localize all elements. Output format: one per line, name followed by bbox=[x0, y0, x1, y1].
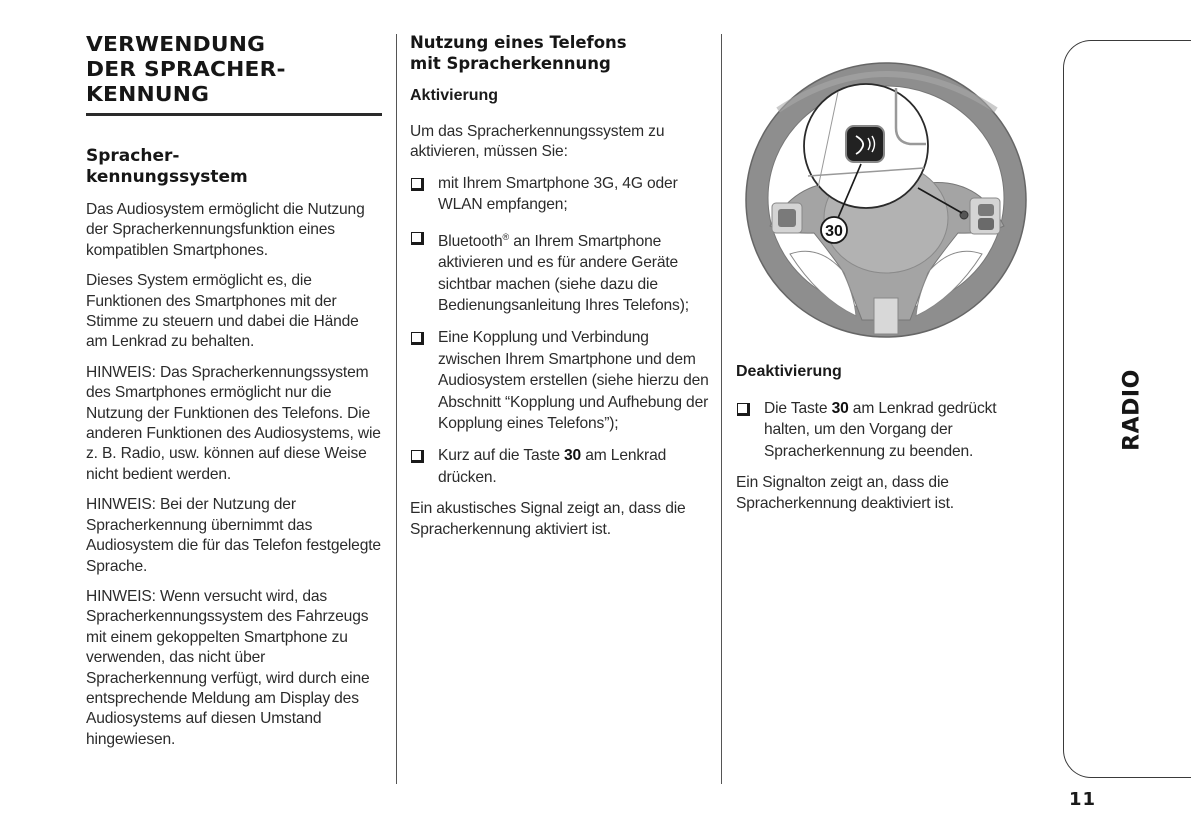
note-paragraph: HINWEIS: Wenn versucht wird, das Spracherkennungssystem des Fahrzeugs mit einem gekoppelten Smartphone zu verwenden, das nicht über Spracherkennung verfügt, wird durch eine entsprechende Meldung am Display des Audiosystems auf diesen Umstand hingewiesen. bbox=[86, 587, 370, 748]
note-paragraph: HINWEIS: Das Spracherkennungssystem des Smartphones ermöglicht nur die Nutzung der Funktionen des Telefons. Die anderen Funktionen des Audiosystems, wie z. B. Radio, usw. können auf diese Weise nicht bedient werden. bbox=[86, 363, 381, 483]
main-title-line: KENNUNG bbox=[86, 82, 210, 106]
list-item bbox=[410, 227, 712, 317]
section-subtitle-line: kennungssystem bbox=[86, 167, 248, 187]
checkbox-bullet-icon bbox=[411, 178, 424, 191]
list-item-text: mit Ihrem Smartphone 3G, 4G oder WLAN empfangen; bbox=[438, 174, 678, 214]
main-title bbox=[86, 32, 402, 107]
chapter-tab-text: RADIO bbox=[1119, 369, 1145, 451]
deactivation-heading: Deaktivierung bbox=[736, 363, 842, 380]
registered-mark: ® bbox=[502, 231, 510, 242]
list-item bbox=[736, 398, 1036, 462]
checkbox-bullet-icon bbox=[411, 332, 424, 345]
column-middle bbox=[410, 32, 712, 550]
section-title bbox=[410, 32, 712, 74]
list-item-text: Kurz auf die Taste bbox=[438, 447, 565, 465]
list-item bbox=[410, 445, 712, 488]
steering-wheel-illustration bbox=[738, 58, 1038, 348]
title-underline bbox=[86, 113, 382, 116]
list-item-text: Bluetooth bbox=[438, 232, 503, 250]
paragraph: Dieses System ermöglicht es, die Funktionen des Smartphones mit der Stimme zu steuern und dabei die Hände am Lenkrad zu behalten. bbox=[86, 272, 359, 351]
checkbox-bullet-icon bbox=[737, 403, 750, 416]
list-item-text: am Lenkrad drücken. bbox=[438, 447, 667, 486]
steering-wheel-icon bbox=[738, 58, 1038, 348]
column-right bbox=[736, 362, 1036, 524]
list-item-text: Eine Kopplung und Verbindung zwischen Ihrem Smartphone und dem Audiosystem erstellen (siehe hierzu den Abschnitt “Kopplung und Aufhebung der Kopplung eines Telefons”); bbox=[438, 329, 709, 433]
main-title-line: VERWENDUNG bbox=[86, 32, 266, 56]
checkbox-bullet-icon bbox=[411, 232, 424, 245]
column-divider bbox=[721, 34, 722, 784]
column-left bbox=[86, 32, 384, 760]
list-item bbox=[410, 173, 712, 216]
list-item-text: an Ihrem Smartphone aktivieren und es für andere Geräte sichtbar machen (siehe dazu die Bedienungsanleitung Ihres Telefons); bbox=[438, 232, 689, 315]
list-item bbox=[410, 327, 712, 434]
activation-heading: Aktivierung bbox=[410, 87, 499, 104]
column-divider bbox=[396, 34, 397, 784]
section-subtitle-line: Spracher- bbox=[86, 146, 180, 166]
section-subtitle bbox=[86, 146, 384, 188]
paragraph: Das Audiosystem ermöglicht die Nutzung der Spracherkennungsfunktion eines kompatiblen Smartphones. bbox=[86, 201, 365, 259]
button-reference: 30 bbox=[564, 447, 582, 465]
page-number: 11 bbox=[1069, 789, 1097, 810]
activation-outro: Ein akustisches Signal zeigt an, dass die Spracherkennung aktiviert ist. bbox=[410, 500, 686, 538]
list-item-text: Die Taste bbox=[764, 400, 832, 417]
callout-label: 30 bbox=[825, 223, 843, 240]
section-title-line: Nutzung eines Telefons bbox=[410, 33, 627, 52]
checkbox-bullet-icon bbox=[411, 450, 424, 463]
chapter-tab-label bbox=[1117, 365, 1147, 455]
list-item-text: am Lenkrad gedrückt halten, um den Vorgang der Spracherkennung zu beenden. bbox=[764, 400, 997, 460]
button-reference: 30 bbox=[831, 400, 849, 417]
note-paragraph: HINWEIS: Bei der Nutzung der Spracherkennung übernimmt das Audiosystem die für das Telefon festgelegte Sprache. bbox=[86, 496, 381, 575]
deactivation-outro: Ein Signalton zeigt an, dass die Spracherkennung deaktiviert ist. bbox=[736, 474, 954, 512]
section-title-line: mit Spracherkennung bbox=[410, 54, 611, 73]
activation-intro: Um das Spracherkennungssystem zu aktivieren, müssen Sie: bbox=[410, 123, 665, 161]
main-title-line: DER SPRACHER- bbox=[86, 57, 286, 81]
